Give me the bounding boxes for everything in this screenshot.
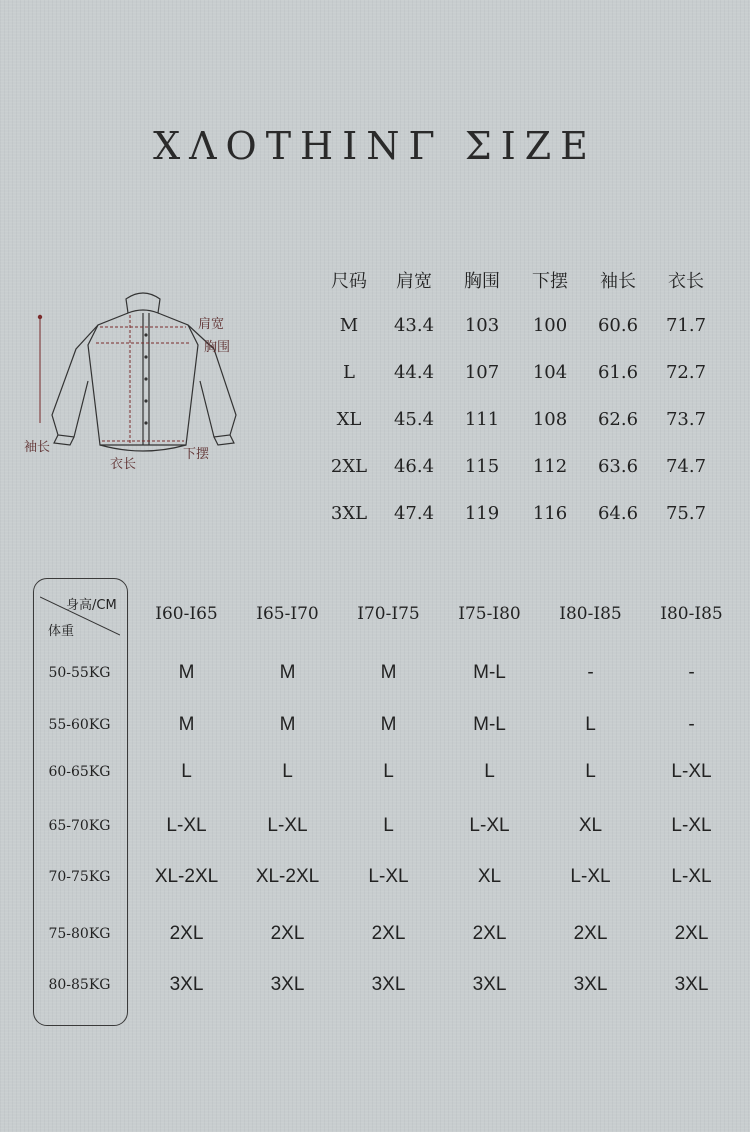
weight-label: 65-70KG: [48, 818, 111, 834]
weight-column-frame: [33, 578, 128, 1026]
header-length: 衣长: [668, 271, 704, 292]
page-title: XΛOTHINΓ ΣIZE: [153, 124, 597, 168]
label-length: 衣长: [110, 457, 137, 472]
table-row: [318, 349, 742, 396]
weight-label: 80-85KG: [48, 977, 111, 993]
fit-cell: 2XL: [573, 923, 608, 944]
fit-cell: L: [383, 815, 394, 836]
fit-cell: 2XL: [472, 923, 507, 944]
cell-chest: 103: [464, 315, 500, 336]
cell-hem: 104: [532, 362, 568, 383]
fit-cell: M: [178, 714, 195, 735]
fit-cell: L-XL: [671, 761, 712, 782]
fit-cell: -: [587, 662, 594, 683]
fit-cell: M: [380, 662, 397, 683]
cell-sleeve: 62.6: [597, 409, 639, 430]
fit-cell: XL-2XL: [154, 866, 219, 887]
cell-sleeve: 61.6: [597, 362, 639, 383]
height-col-header: I80-I85: [559, 604, 622, 624]
table-row: [33, 662, 744, 684]
weight-label: 60-65KG: [48, 764, 111, 780]
cell-chest: 107: [464, 362, 500, 383]
fit-cell: 3XL: [371, 974, 406, 995]
label-shoulder: 肩宽: [198, 317, 225, 332]
fit-cell: 2XL: [270, 923, 305, 944]
fit-cell: M: [380, 714, 397, 735]
fit-cell: -: [688, 662, 695, 683]
cell-length: 72.7: [665, 362, 707, 383]
cell-length: 74.7: [665, 456, 707, 477]
cell-shoulder: 47.4: [393, 503, 435, 524]
table-row: [318, 396, 742, 443]
fit-cell: 3XL: [573, 974, 608, 995]
fit-cell: L: [585, 714, 596, 735]
fit-cell: L: [282, 761, 293, 782]
fit-cell: XL: [578, 815, 603, 836]
weight-label: 75-80KG: [48, 926, 111, 942]
cell-length: 75.7: [665, 503, 707, 524]
fit-cell: L: [181, 761, 192, 782]
fit-cell: 3XL: [270, 974, 305, 995]
table-row: [318, 302, 742, 349]
table-row: [33, 866, 744, 888]
height-col-header: I65-I70: [256, 604, 319, 624]
cell-hem: 112: [532, 456, 568, 477]
height-header-row: [136, 604, 744, 624]
cell-shoulder: 44.4: [393, 362, 435, 383]
fit-cell: M: [279, 662, 296, 683]
height-col-header: I75-I80: [458, 604, 521, 624]
height-col-header: I70-I75: [357, 604, 420, 624]
cell-chest: 119: [464, 503, 500, 524]
fit-cell: 2XL: [169, 923, 204, 944]
fit-cell: L-XL: [671, 866, 712, 887]
label-hem: 下摆: [183, 447, 210, 462]
fit-cell: M: [178, 662, 195, 683]
size-table-header: [318, 258, 742, 302]
corner-weight-label: 体重: [48, 624, 75, 639]
cell-chest: 115: [464, 456, 500, 477]
height-col-header: I80-I85: [660, 604, 723, 624]
height-col-header: I60-I65: [155, 604, 218, 624]
cell-size: L: [343, 362, 355, 383]
cell-length: 71.7: [665, 315, 707, 336]
cell-size: XL: [336, 409, 362, 430]
fit-cell: XL-2XL: [255, 866, 320, 887]
fit-cell: 2XL: [674, 923, 709, 944]
cell-size: 3XL: [330, 503, 368, 524]
table-row: [33, 714, 744, 736]
cell-sleeve: 60.6: [597, 315, 639, 336]
cell-hem: 108: [532, 409, 568, 430]
cell-shoulder: 46.4: [393, 456, 435, 477]
fit-cell: M-L: [473, 714, 506, 735]
fit-cell: L-XL: [267, 815, 308, 836]
table-row: [318, 443, 742, 490]
cell-length: 73.7: [665, 409, 707, 430]
fit-cell: 2XL: [371, 923, 406, 944]
fit-cell: M-L: [473, 662, 506, 683]
fit-cell: M: [279, 714, 296, 735]
cell-hem: 100: [532, 315, 568, 336]
cell-size: M: [339, 315, 359, 336]
weight-label: 70-75KG: [48, 869, 111, 885]
fit-cell: 3XL: [472, 974, 507, 995]
table-row: [33, 923, 744, 945]
fit-cell: L-XL: [570, 866, 611, 887]
fit-cell: 3XL: [169, 974, 204, 995]
cell-shoulder: 43.4: [393, 315, 435, 336]
label-sleeve: 袖长: [24, 440, 51, 455]
weight-label: 50-55KG: [48, 665, 111, 681]
fit-cell: L-XL: [671, 815, 712, 836]
table-row: [33, 974, 744, 996]
header-size: 尺码: [331, 271, 367, 292]
fit-cell: L-XL: [166, 815, 207, 836]
header-hem: 下摆: [532, 271, 568, 292]
fit-cell: L-XL: [469, 815, 510, 836]
fit-cell: 3XL: [674, 974, 709, 995]
cell-hem: 116: [532, 503, 568, 524]
table-row: [33, 815, 744, 837]
cell-shoulder: 45.4: [393, 409, 435, 430]
fit-cell: -: [688, 714, 695, 735]
weight-label: 55-60KG: [48, 717, 111, 733]
header-chest: 胸围: [464, 271, 500, 292]
corner-height-label: 身高/CM: [66, 598, 117, 613]
table-row: [33, 761, 744, 783]
table-row: [318, 490, 742, 537]
cell-sleeve: 64.6: [597, 503, 639, 524]
cell-chest: 111: [464, 409, 500, 430]
fit-cell: L: [484, 761, 495, 782]
cell-size: 2XL: [330, 456, 368, 477]
header-shoulder: 肩宽: [396, 271, 432, 292]
label-chest: 胸围: [204, 340, 231, 355]
header-sleeve: 袖长: [600, 271, 636, 292]
fit-cell: L-XL: [368, 866, 409, 887]
cell-sleeve: 63.6: [597, 456, 639, 477]
fit-cell: L: [383, 761, 394, 782]
fit-cell: L: [585, 761, 596, 782]
fit-cell: XL: [477, 866, 502, 887]
size-measurement-table: [318, 258, 742, 537]
